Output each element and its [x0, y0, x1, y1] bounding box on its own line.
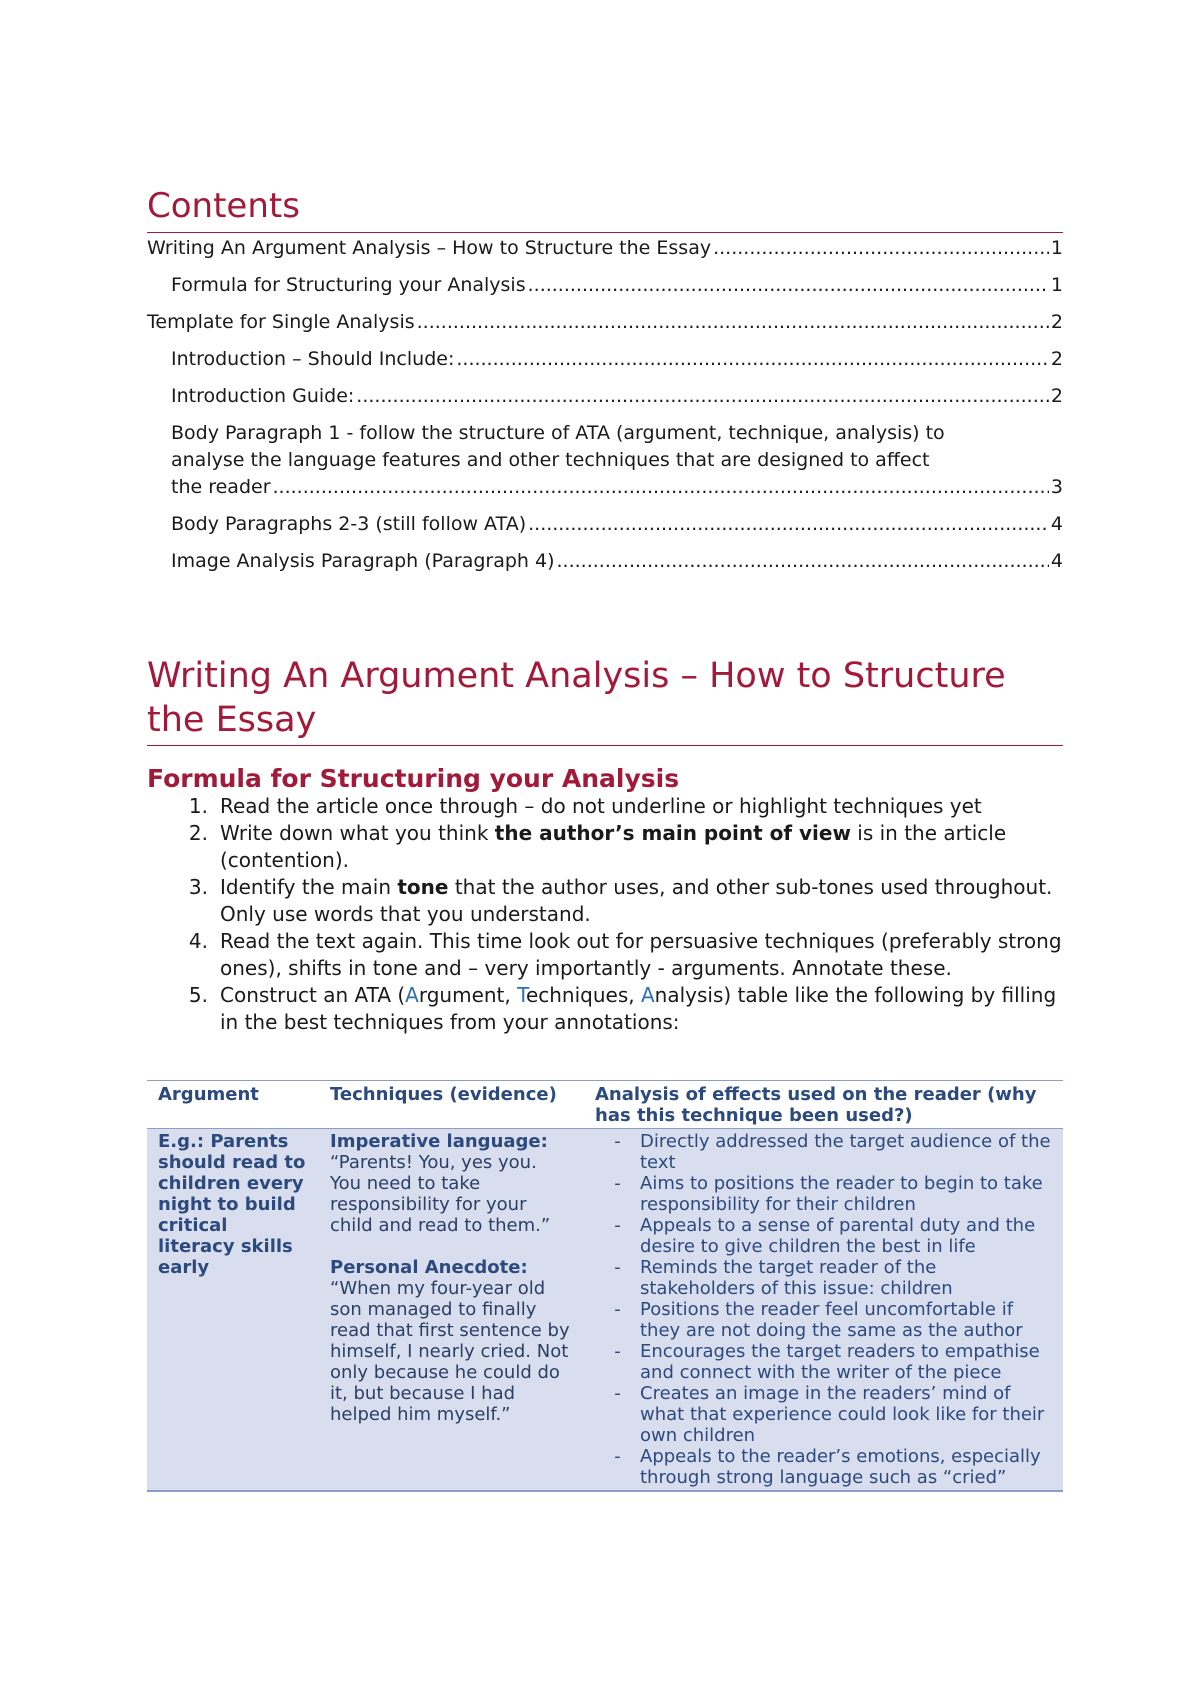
- list-item: - Aims to positions the reader to begin to take responsibility for their children: [614, 1173, 1043, 1215]
- list-item: [147, 820, 1063, 874]
- toc-entry-title: Introduction – Should Include:: [171, 348, 455, 370]
- toc-entry-page: 4: [1050, 550, 1063, 572]
- table-row: [147, 1129, 1063, 1492]
- list-item: [147, 982, 1063, 1036]
- toc-entry[interactable]: [147, 346, 1063, 373]
- analysis-list: [595, 1131, 1052, 1488]
- techniques-cell: [319, 1129, 584, 1492]
- toc-entry-page: 2: [1050, 385, 1063, 407]
- toc-divider: [147, 232, 1063, 233]
- list-item: [147, 928, 1063, 982]
- argument-cell: [147, 1129, 319, 1492]
- subsection-heading: Formula for Structuring your Analysis: [147, 764, 680, 793]
- table-of-contents: [147, 235, 1063, 585]
- section-divider: [147, 745, 1063, 746]
- column-header-analysis: Analysis of effects used on the reader (why has this technique been used?): [584, 1081, 1063, 1129]
- toc-entry-page: 1: [1050, 237, 1063, 259]
- toc-entry-title-line: analyse the language features and other techniques that are designed to affect: [171, 449, 930, 471]
- technique-heading: Imperative language:: [330, 1131, 548, 1152]
- list-item: - Encourages the target readers to empathise and connect with the writer of the piece: [614, 1341, 1040, 1383]
- section-heading: Writing An Argument Analysis – How to Structure the Essay: [147, 656, 1006, 740]
- toc-entry-page: 2: [1050, 311, 1063, 333]
- toc-entry-title: Introduction Guide:: [171, 385, 355, 407]
- technique-heading: Personal Anecdote:: [330, 1257, 528, 1278]
- toc-entry-title: Template for Single Analysis: [147, 311, 415, 333]
- list-number: 2.: [188, 821, 208, 845]
- list-number: 1.: [188, 794, 208, 818]
- list-item: [147, 874, 1063, 928]
- toc-entry[interactable]: [147, 548, 1063, 575]
- toc-entry-title: Formula for Structuring your Analysis: [171, 274, 526, 296]
- technique-quote: “When my four-year old son managed to finally read that first sentence by himself, I nearly cried. Not only because he could do it, but because I had helped him myself.”: [330, 1278, 570, 1425]
- list-text: Identify the main tone that the author uses, and other sub-tones used throughout. Only use words that you understand.: [220, 875, 1053, 926]
- toc-entry-page: 3: [1050, 476, 1063, 498]
- technique-quote: “Parents! You, yes you. You need to take responsibility for your child and read to them.”: [330, 1152, 551, 1236]
- toc-entry-title: Image Analysis Paragraph (Paragraph 4): [171, 550, 555, 572]
- list-number: 3.: [188, 875, 208, 899]
- toc-entry-title: Body Paragraphs 2-3 (still follow ATA): [171, 513, 527, 535]
- toc-entry[interactable]: [147, 383, 1063, 410]
- toc-entry-page: 4: [1050, 513, 1063, 535]
- toc-entry[interactable]: [147, 272, 1063, 299]
- list-item: [147, 793, 1063, 820]
- toc-entry-title: Writing An Argument Analysis – How to Structure the Essay: [147, 237, 712, 259]
- toc-entry[interactable]: [147, 309, 1063, 336]
- list-item: - Directly addressed the target audience of the text: [614, 1131, 1051, 1173]
- toc-heading: Contents: [147, 186, 300, 226]
- argument-text: E.g.: Parents should read to children every night to build critical literacy skills early: [158, 1131, 306, 1278]
- toc-entry[interactable]: [147, 420, 1063, 501]
- column-header-techniques: Techniques (evidence): [319, 1081, 584, 1129]
- list-item: - Reminds the target reader of the stakeholders of this issue: children: [614, 1257, 953, 1299]
- list-text: Read the article once through – do not underline or highlight techniques yet: [220, 794, 982, 818]
- list-item: - Appeals to a sense of parental duty and the desire to give children the best in life: [614, 1215, 1036, 1257]
- toc-entry[interactable]: [147, 235, 1063, 262]
- toc-entry-title-line: Body Paragraph 1 - follow the structure of ATA (argument, technique, analysis) to: [171, 422, 945, 444]
- ata-table: [147, 1080, 1063, 1492]
- table-header-row: [147, 1081, 1063, 1129]
- list-number: 5.: [188, 983, 208, 1007]
- list-text: Write down what you think the author’s main point of view is in the article (contention).: [220, 821, 1007, 872]
- toc-entry-page: 1: [1050, 274, 1063, 296]
- column-header-argument: Argument: [147, 1081, 319, 1129]
- list-number: 4.: [188, 929, 208, 953]
- toc-entry-title-line: the reader: [171, 476, 271, 498]
- list-text: Read the text again. This time look out for persuasive techniques (preferably strong ones), shifts in tone and – very importantly - arguments. Annotate these.: [220, 929, 1062, 980]
- list-text: Construct an ATA (Argument, Techniques, Analysis) table like the following by filling in the best techniques from your annotations:: [220, 983, 1057, 1034]
- toc-entry-page: 2: [1050, 348, 1063, 370]
- list-item: - Positions the reader feel uncomfortable if they are not doing the same as the author: [614, 1299, 1023, 1341]
- steps-list: [147, 793, 1063, 1036]
- analysis-cell: [584, 1129, 1063, 1492]
- toc-entry[interactable]: [147, 511, 1063, 538]
- list-item: - Appeals to the reader’s emotions, especially through strong language such as “cried”: [614, 1446, 1041, 1488]
- list-item: - Creates an image in the readers’ mind of what that experience could look like for their own children: [614, 1383, 1045, 1446]
